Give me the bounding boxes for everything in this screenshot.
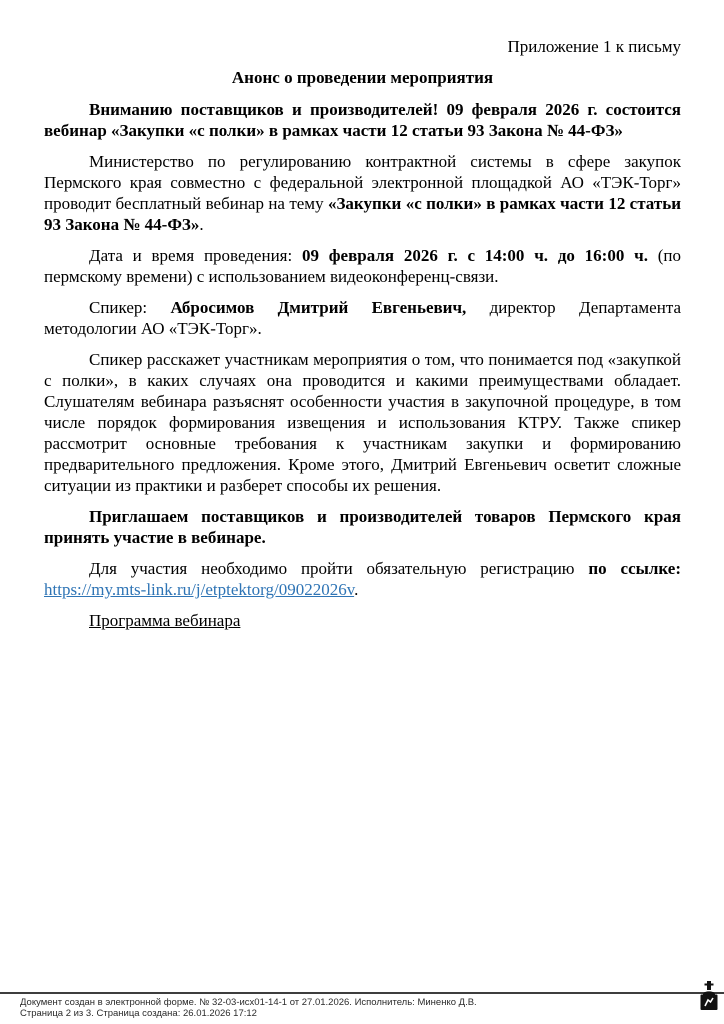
- text-run: (по пермскому времени) с использованием видеоконференц-связи.: [44, 246, 681, 286]
- document-content: [44, 36, 681, 641]
- footer-page-info: Страница 2 из 3. Страница создана: 26.01.2026 17:12: [20, 1008, 257, 1019]
- text-run-bold: по ссылке:: [588, 559, 682, 578]
- page-title: Анонс о проведении мероприятия: [231, 68, 494, 87]
- text-run: Спикер:: [89, 298, 171, 317]
- text-run: Министерство по регулированию контрактной системы в сфере закупок Пермского края совместно с федеральной электронной площадкой АО «ТЭК-Торг» проводит бесплатный вебинар на тему: [44, 152, 681, 213]
- registration-url-link[interactable]: https://my.mts-link.ru/j/etptektorg/09022026v: [44, 580, 355, 599]
- program-link[interactable]: Программа вебинара: [89, 611, 241, 630]
- paragraph-description: Спикер расскажет участникам мероприятия о том, что понимается под «закупкой с полки», в каких случаях она проводится и какими преимуществами обладает. Слушателям вебинара разъяснят особенности участия в закупочной процедуре, в том числе порядок формирования извещения и использования КТРУ. Также спикер рассмотрит основные требования к участникам закупки и формированию предварительного предложения. Кроме этого, Дмитрий Евгеньевич осветит сложные ситуации из практики и разберет способы их решения.: [44, 350, 681, 495]
- text-run-bold: «Закупки «с полки» в рамках части 12 статьи 93 Закона № 44-ФЗ»: [44, 194, 681, 234]
- footer-text: [0, 994, 724, 1019]
- paragraph-speaker: [44, 297, 681, 339]
- text-run-bold: 09 февраля 2026 г. с 14:00 ч. до 16:00 ч.: [302, 246, 648, 265]
- stamp-icon: [699, 981, 719, 1011]
- paragraph-datetime: [44, 245, 681, 287]
- footer-doc-info: Документ создан в электронной форме. № 32-03-исх01-14-1 от 27.01.2026. Исполнитель: Миненко Д.В.: [20, 997, 477, 1008]
- paragraph-invitation: Приглашаем поставщиков и производителей товаров Пермского края принять участие в вебинаре.: [44, 507, 681, 547]
- text-run: Дата и время проведения:: [89, 246, 302, 265]
- paragraph-ministry: [44, 151, 681, 235]
- text-run-bold: Абросимов Дмитрий Евгеньевич,: [170, 298, 467, 317]
- text-run: .: [354, 580, 359, 599]
- text-run: .: [199, 215, 204, 234]
- footer: [0, 992, 724, 1019]
- paragraph-registration: [44, 558, 681, 600]
- paragraph-attention: Вниманию поставщиков и производителей! 09 февраля 2026 г. состоится вебинар «Закупки «с полки» в рамках части 12 статьи 93 Закона № 44-ФЗ»: [44, 100, 681, 140]
- text-run: Для участия необходимо пройти обязательную регистрацию: [89, 559, 589, 578]
- paragraph-program: [44, 610, 681, 631]
- text-run: директор Департамента методологии АО «ТЭК-Торг».: [44, 298, 682, 338]
- annex-label: Приложение 1 к письму: [507, 37, 681, 56]
